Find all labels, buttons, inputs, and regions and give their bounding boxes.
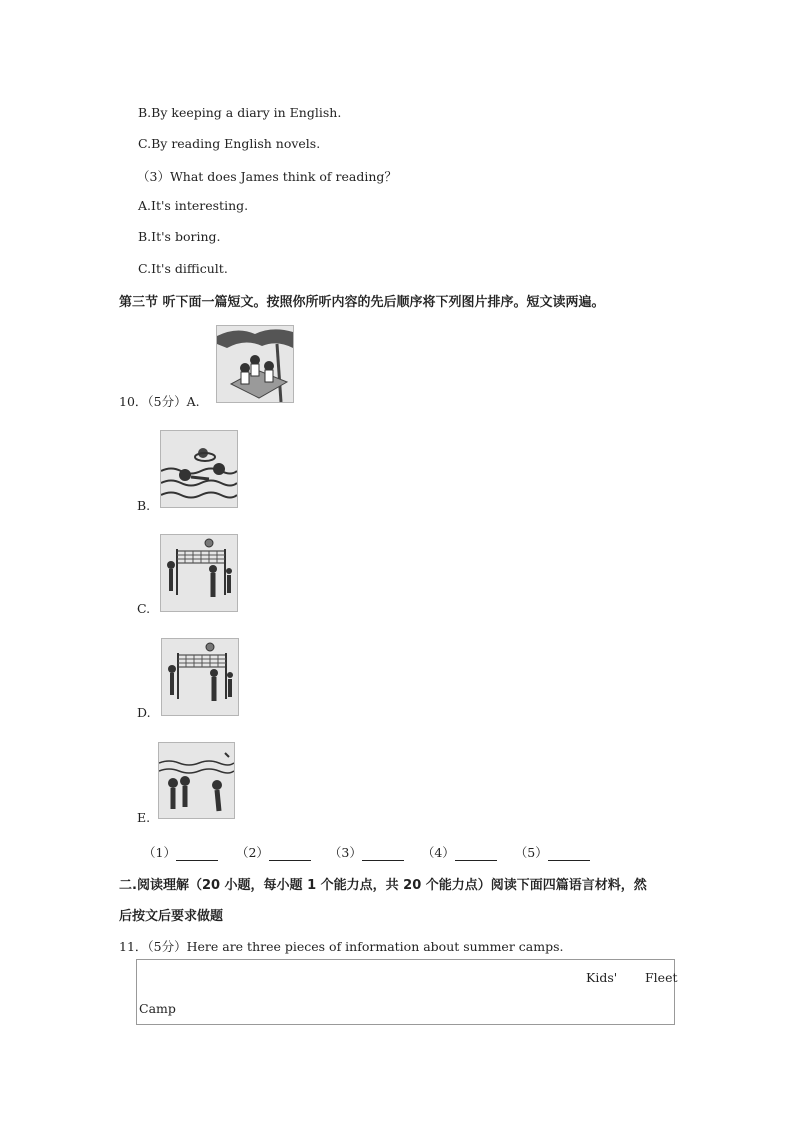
section-3-heading: 第三节 听下面一篇短文。按照你所听内容的先后顺序将下列图片排序。短文读两遍。 bbox=[119, 295, 605, 310]
part-2-heading-line-2: 后按文后要求做题 bbox=[119, 909, 224, 924]
label-b: B. bbox=[137, 498, 151, 513]
blank-label-5: （5） bbox=[514, 845, 548, 860]
answer-blank-5[interactable] bbox=[548, 846, 590, 861]
sub3-option-a: A.It's interesting. bbox=[138, 198, 249, 213]
blank-label-2: （2） bbox=[235, 845, 269, 860]
table-cell-fleet: Fleet bbox=[645, 970, 678, 985]
label-e: E. bbox=[137, 810, 151, 825]
label-c: C. bbox=[137, 601, 151, 616]
picture-c-volleyball bbox=[160, 534, 238, 612]
blank-label-1: （1） bbox=[143, 845, 176, 860]
answer-blank-1[interactable] bbox=[176, 846, 218, 861]
picture-e-beach bbox=[158, 742, 235, 819]
picture-d-volleyball bbox=[161, 638, 239, 716]
camp-info-table bbox=[136, 959, 678, 1025]
answer-blank-3[interactable] bbox=[362, 846, 404, 861]
answer-blanks-row bbox=[143, 843, 604, 861]
option-c: C.By reading English novels. bbox=[138, 136, 321, 151]
answer-blank-4[interactable] bbox=[455, 846, 497, 861]
option-b: B.By keeping a diary in English. bbox=[138, 105, 342, 120]
table-cell-camp: Camp bbox=[139, 1001, 176, 1016]
sub-question-3-stem: （3）What does James think of reading？ bbox=[137, 169, 397, 184]
question-11-stem: 11．（5分）Here are three pieces of information about summer camps. bbox=[119, 939, 564, 954]
label-d: D. bbox=[137, 705, 151, 720]
picture-a-picnic bbox=[216, 325, 294, 403]
sub3-option-c: C.It's difficult. bbox=[138, 261, 228, 276]
blank-label-3: （3） bbox=[328, 845, 362, 860]
table-cell-kids: Kids' bbox=[586, 970, 618, 985]
answer-blank-2[interactable] bbox=[269, 846, 311, 861]
question-10-number: 10．（5分）A. bbox=[119, 394, 200, 409]
sub3-option-b: B.It's boring. bbox=[138, 229, 221, 244]
blank-label-4: （4） bbox=[421, 845, 455, 860]
picture-b-swimming bbox=[160, 430, 238, 508]
part-2-heading-line-1: 二.阅读理解（20 小题，每小题 1 个能力点，共 20 个能力点）阅读下面四篇语言材料，然 bbox=[119, 878, 647, 893]
